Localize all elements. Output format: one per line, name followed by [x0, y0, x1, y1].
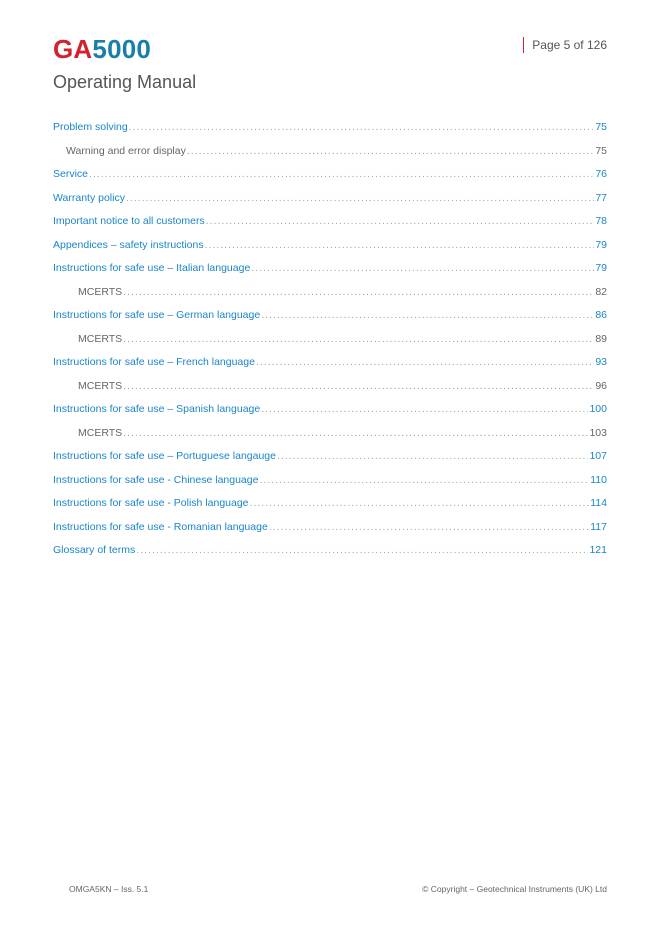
toc-leader-dots: [261, 403, 588, 415]
toc-leader-dots: [259, 474, 589, 486]
toc-entry-page: 77: [595, 191, 607, 204]
toc-entry[interactable]: [53, 427, 607, 451]
footer-copyright: © Copyright – Geotechnical Instruments (UK) Ltd: [422, 884, 607, 894]
toc-entry-page: 93: [595, 356, 607, 368]
toc-entry-title: MCERTS: [78, 285, 123, 298]
toc-entry[interactable]: [53, 192, 607, 216]
toc-entry-page: 75: [595, 121, 607, 133]
toc-leader-dots: [250, 497, 590, 509]
document-subtitle: Operating Manual: [53, 72, 197, 92]
toc-entry-title: Instructions for safe use – Spanish language: [53, 403, 261, 415]
toc-entry[interactable]: [53, 544, 607, 568]
toc-entry[interactable]: [53, 309, 607, 333]
table-of-contents: [53, 121, 607, 568]
toc-entry[interactable]: [53, 239, 607, 263]
toc-leader-dots: [261, 309, 594, 321]
toc-entry-title: MCERTS: [78, 426, 123, 439]
toc-entry[interactable]: [53, 168, 607, 192]
toc-entry-page: 103: [589, 426, 607, 439]
toc-entry-title: Glossary of terms: [53, 544, 136, 556]
toc-entry-title: Appendices – safety instructions: [53, 238, 204, 251]
toc-entry-page: 121: [589, 544, 607, 556]
toc-entry-page: 96: [595, 379, 607, 392]
toc-leader-dots: [123, 427, 588, 439]
toc-entry[interactable]: [53, 380, 607, 404]
toc-leader-dots: [129, 121, 595, 133]
toc-entry-title: MCERTS: [78, 379, 123, 392]
logo-ga: GA: [53, 34, 93, 64]
toc-leader-dots: [205, 239, 595, 251]
toc-leader-dots: [206, 215, 595, 227]
toc-leader-dots: [123, 333, 594, 345]
toc-entry[interactable]: [53, 497, 607, 521]
page-number: Page 5 of 126: [523, 37, 607, 53]
toc-entry-page: 107: [589, 450, 607, 462]
toc-entry[interactable]: [53, 286, 607, 310]
toc-entry[interactable]: [53, 356, 607, 380]
logo: [53, 34, 151, 64]
toc-entry-title: Important notice to all customers: [53, 215, 205, 227]
toc-entry-title: Instructions for safe use – French language: [53, 356, 255, 368]
toc-entry-page: 114: [590, 497, 607, 509]
toc-entry-title: Warranty policy: [53, 191, 125, 204]
toc-entry-page: 86: [595, 309, 607, 321]
toc-leader-dots: [256, 356, 594, 368]
toc-entry-page: 110: [590, 473, 607, 486]
toc-entry-title: Service: [53, 168, 89, 180]
toc-entry-page: 78: [595, 215, 607, 227]
toc-entry-page: 79: [595, 262, 607, 274]
toc-entry[interactable]: [53, 145, 607, 169]
toc-entry-title: Warning and error display: [66, 144, 186, 157]
toc-entry-title: Instructions for safe use – Italian language: [53, 262, 251, 274]
toc-entry-page: 82: [595, 285, 607, 298]
toc-entry-page: 89: [595, 332, 607, 345]
toc-leader-dots: [251, 262, 594, 274]
toc-entry-title: Instructions for safe use - Romanian language: [53, 520, 268, 533]
toc-entry[interactable]: [53, 215, 607, 239]
toc-entry-title: Instructions for safe use - Chinese language: [53, 473, 259, 486]
toc-leader-dots: [123, 286, 594, 298]
toc-leader-dots: [123, 380, 594, 392]
toc-entry-page: 76: [595, 168, 607, 180]
toc-entry-title: Instructions for safe use – Portuguese langauge: [53, 450, 276, 462]
toc-entry-title: MCERTS: [78, 332, 123, 345]
toc-leader-dots: [136, 544, 588, 556]
toc-entry-page: 79: [595, 238, 607, 251]
toc-entry-page: 100: [589, 403, 607, 415]
toc-entry-page: 117: [590, 520, 607, 533]
toc-leader-dots: [89, 168, 594, 180]
toc-entry[interactable]: [53, 333, 607, 357]
toc-entry[interactable]: [53, 121, 607, 145]
toc-entry[interactable]: [53, 403, 607, 427]
toc-leader-dots: [269, 521, 589, 533]
toc-leader-dots: [126, 192, 594, 204]
toc-entry[interactable]: [53, 450, 607, 474]
toc-entry-title: Instructions for safe use - Polish language: [53, 497, 249, 509]
toc-entry[interactable]: [53, 474, 607, 498]
toc-entry[interactable]: [53, 262, 607, 286]
toc-entry-page: 75: [595, 144, 607, 157]
toc-entry[interactable]: [53, 521, 607, 545]
toc-leader-dots: [187, 145, 594, 157]
toc-entry-title: Problem solving: [53, 121, 128, 133]
logo-number: 5000: [92, 34, 152, 64]
toc-entry-title: Instructions for safe use – German language: [53, 309, 261, 321]
footer-doc-code: OMGA5KN – Iss. 5.1: [69, 884, 149, 894]
toc-leader-dots: [277, 450, 588, 462]
